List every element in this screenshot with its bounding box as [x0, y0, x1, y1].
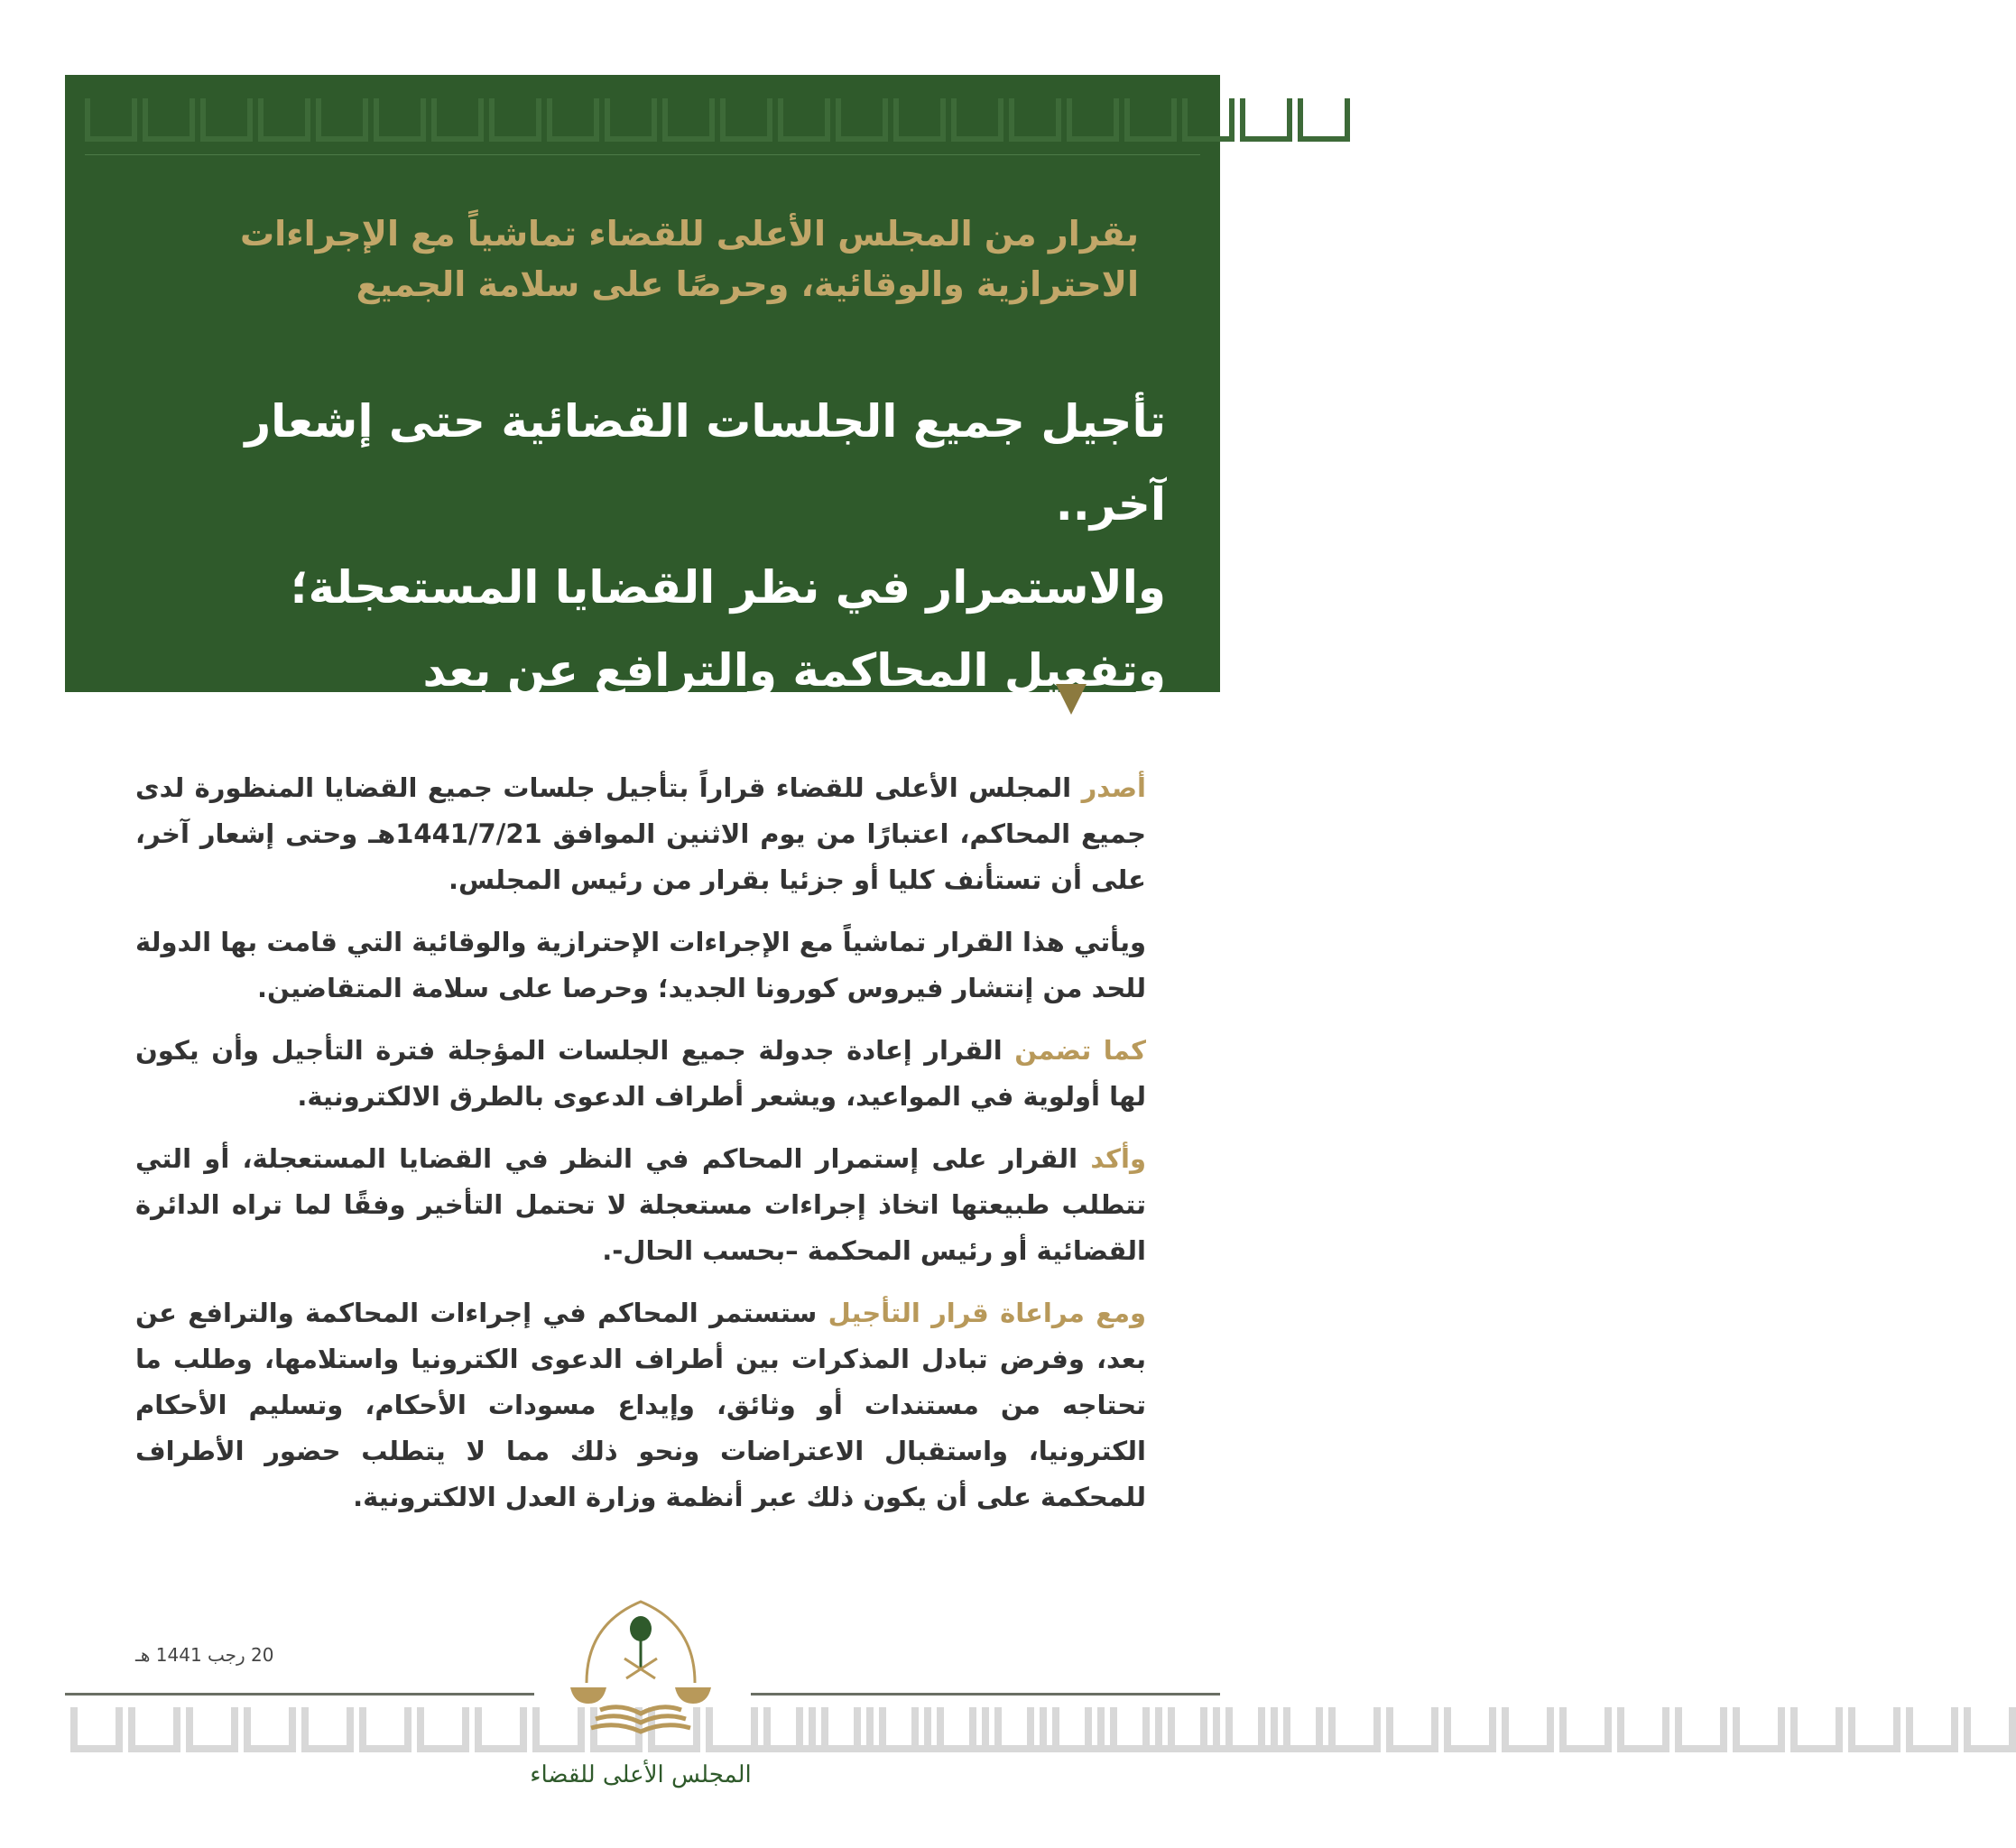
pattern-glyph: [924, 1707, 976, 1752]
lead-word: كما تضمن: [1014, 1035, 1146, 1066]
pattern-glyph: [605, 98, 657, 142]
pattern-glyph: [1009, 98, 1061, 142]
pattern-glyph: [951, 98, 1003, 142]
pattern-glyph: [1155, 1707, 1207, 1752]
paragraph: [135, 1028, 1146, 1120]
paragraph: [135, 1136, 1146, 1274]
lead-word: وأكد: [1090, 1143, 1146, 1174]
paragraph-text: ستستمر المحاكم في إجراءات المحاكمة والترافع عن بعد، وفرض تبادل المذكرات بين أطراف الدعوى الكترونيا واستلامها، وطلب ما تحتاجه من مستندات أو وثائق، وإيداع مسودات الأحكام، وتسليم الأحكام الكترونيا، واستقبال الاعتراضات ونحو ذلك مما لا يتطلب حضور الأطراف للمحكمة على أن يكون ذلك عبر أنظمة وزارة العدل الالكترونية.: [135, 1298, 1146, 1512]
pattern-glyph: [359, 1707, 412, 1752]
paragraph-text: القرار على إستمرار المحاكم في النظر في القضايا المستعجلة، أو التي تتطلب طبيعتها اتخاذ إجراءات مستعجلة لا تحتمل التأخير وفقًا لما تراه الدائرة القضائية أو رئيس المحكمة –بحسب الحال-.: [135, 1143, 1146, 1266]
pattern-glyph: [1964, 1707, 2016, 1752]
pattern-glyph: [244, 1707, 296, 1752]
pattern-glyph: [1617, 1707, 1669, 1752]
pattern-glyph: [200, 98, 253, 142]
kufic-pattern: [85, 98, 1200, 142]
lead-word: ومع مراعاة قرار التأجيل: [828, 1298, 1146, 1328]
pattern-glyph: [1328, 1707, 1381, 1752]
pattern-glyph: [1067, 98, 1119, 142]
pattern-glyph: [1733, 1707, 1785, 1752]
paragraph-text: المجلس الأعلى للقضاء قراراً بتأجيل جلسات جميع القضايا المنظورة لدى جميع المحاكم، اعتبارًا من يوم الاثنين الموافق 1441/7/21هـ وحتى إشعار آخر، على أن تستأنف كليا أو جزئيا بقرار من رئيس المجلس.: [135, 772, 1146, 895]
pattern-glyph: [547, 98, 599, 142]
paragraph-text: القرار إعادة جدولة جميع الجلسات المؤجلة فترة التأجيل وأن يكون لها أولوية في المواعيد، ويشعر أطراف الدعوى بالطرق الالكترونية.: [135, 1035, 1146, 1112]
pattern-glyph: [475, 1707, 527, 1752]
pattern-glyph: [751, 1707, 803, 1752]
pattern-glyph: [374, 98, 426, 142]
pattern-glyph: [662, 98, 715, 142]
pattern-glyph: [1444, 1707, 1496, 1752]
pattern-glyph: [1271, 1707, 1323, 1752]
pattern-glyph: [85, 98, 137, 142]
headline-line: تأجيل جميع الجلسات القضائية حتى إشعار آخر..: [245, 395, 1166, 531]
pattern-glyph: [778, 98, 830, 142]
pattern-glyph: [1675, 1707, 1727, 1752]
pattern-glyph: [258, 98, 310, 142]
date: 20 رجب 1441 هـ: [135, 1644, 274, 1666]
pattern-glyph: [301, 1707, 354, 1752]
footer-rule-right: [751, 1693, 1220, 1696]
divider: [85, 154, 1200, 155]
pattern-glyph: [836, 98, 888, 142]
pattern-glyph: [982, 1707, 1034, 1752]
pattern-glyph: [1097, 1707, 1150, 1752]
headline-line: والاستمرار في نظر القضايا المستعجلة؛: [290, 561, 1166, 614]
pattern-glyph: [186, 1707, 238, 1752]
pattern-glyph: [893, 98, 946, 142]
footer-pattern-right: [751, 1707, 1220, 1752]
pattern-glyph: [809, 1707, 861, 1752]
paragraph: [135, 1290, 1146, 1520]
paragraph: [135, 919, 1146, 1012]
pattern-glyph: [1386, 1707, 1438, 1752]
logo-text: المجلس الأعلى للقضاء: [530, 1761, 752, 1788]
paragraph: [135, 765, 1146, 903]
footer-rule-left: [65, 1693, 534, 1696]
paragraph-text: ويأتي هذا القرار تماشياً مع الإجراءات الإحترازية والوقائية التي قامت بها الدولة للحد من إنتشار فيروس كورونا الجديد؛ وحرصا على سلامة المتقاضين.: [135, 927, 1146, 1003]
pattern-glyph: [1790, 1707, 1843, 1752]
pattern-glyph: [1559, 1707, 1612, 1752]
pattern-glyph: [1848, 1707, 1900, 1752]
pattern-glyph: [720, 98, 772, 142]
pattern-glyph: [866, 1707, 919, 1752]
pattern-glyph: [1213, 1707, 1265, 1752]
pattern-glyph: [70, 1707, 123, 1752]
pattern-glyph: [431, 98, 484, 142]
article-body: [135, 765, 1146, 1537]
pattern-glyph: [1040, 1707, 1092, 1752]
council-logo-icon: [530, 1597, 752, 1823]
pattern-glyph: [489, 98, 541, 142]
lead-word: أصدر: [1081, 772, 1146, 803]
pattern-glyph: [316, 98, 368, 142]
pattern-glyph: [1906, 1707, 1958, 1752]
headline: [119, 380, 1166, 712]
header-banner: [65, 75, 1220, 697]
footer-pattern-left: [70, 1707, 534, 1752]
pointer-triangle-icon: [1056, 684, 1087, 715]
pattern-glyph: [1502, 1707, 1554, 1752]
pattern-glyph: [1182, 98, 1235, 142]
pattern-glyph: [128, 1707, 180, 1752]
pattern-glyph: [143, 98, 195, 142]
pattern-glyph: [1298, 98, 1350, 142]
headline-line: وتفعيل المحاكمة والترافع عن بعد: [422, 644, 1166, 697]
pattern-glyph: [1124, 98, 1177, 142]
pattern-glyph: [1240, 98, 1292, 142]
subtitle: بقرار من المجلس الأعلى للقضاء تماشياً مع الإجراءات الاحترازية والوقائية، وحرصًا على سلامة الجميع: [239, 214, 1139, 304]
pattern-glyph: [417, 1707, 469, 1752]
